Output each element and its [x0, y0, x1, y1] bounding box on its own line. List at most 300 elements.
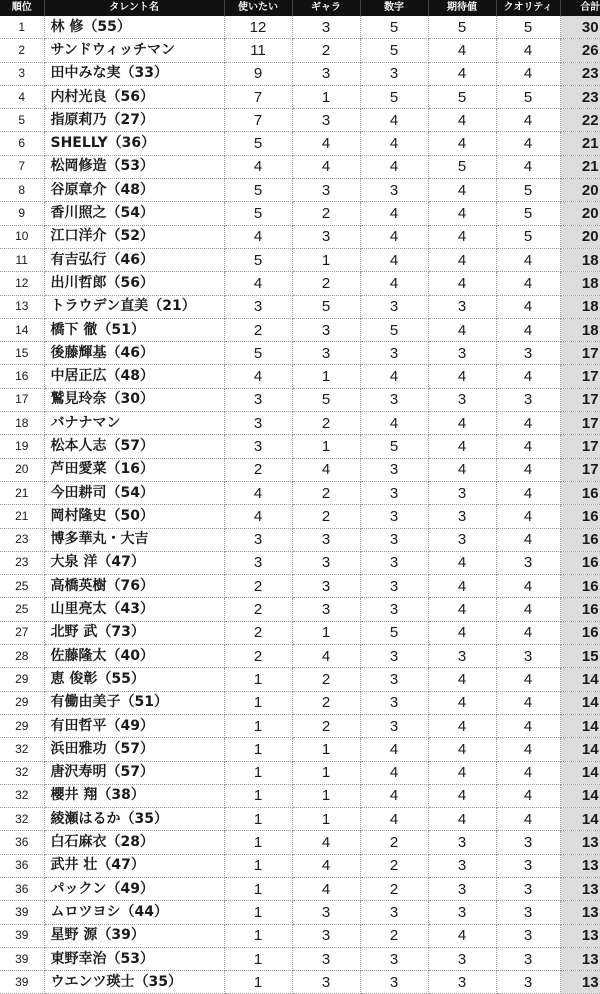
cell-want-to-use: 1	[224, 971, 292, 994]
cell-talent-name: 大泉 洋（47）	[44, 551, 224, 574]
cell-fee: 4	[292, 645, 360, 668]
cell-quality: 4	[496, 435, 560, 458]
cell-talent-name: 唐沢寿明（57）	[44, 761, 224, 784]
table-row	[0, 738, 600, 761]
cell-fee: 3	[292, 947, 360, 970]
cell-talent-name: サンドウィッチマン	[44, 39, 224, 62]
cell-rank: 13	[0, 295, 44, 318]
cell-total: 20	[560, 179, 600, 202]
cell-want-to-use: 1	[224, 691, 292, 714]
cell-total: 16	[560, 575, 600, 598]
cell-fee: 2	[292, 691, 360, 714]
cell-want-to-use: 5	[224, 132, 292, 155]
cell-want-to-use: 4	[224, 481, 292, 504]
table-row	[0, 481, 600, 504]
cell-total: 14	[560, 808, 600, 831]
cell-numbers: 4	[360, 109, 428, 132]
cell-quality: 4	[496, 318, 560, 341]
cell-rank: 2	[0, 39, 44, 62]
cell-expectation: 3	[428, 971, 496, 994]
table-row	[0, 132, 600, 155]
table-row	[0, 365, 600, 388]
cell-rank: 9	[0, 202, 44, 225]
cell-expectation: 4	[428, 714, 496, 737]
cell-expectation: 3	[428, 481, 496, 504]
cell-fee: 1	[292, 738, 360, 761]
cell-total: 22	[560, 109, 600, 132]
cell-talent-name: 佐藤隆太（40）	[44, 645, 224, 668]
cell-expectation: 4	[428, 179, 496, 202]
cell-rank: 15	[0, 342, 44, 365]
cell-want-to-use: 3	[224, 295, 292, 318]
cell-expectation: 4	[428, 132, 496, 155]
cell-quality: 4	[496, 132, 560, 155]
cell-expectation: 3	[428, 831, 496, 854]
cell-talent-name: トラウデン直美（21）	[44, 295, 224, 318]
cell-want-to-use: 1	[224, 668, 292, 691]
cell-want-to-use: 5	[224, 342, 292, 365]
cell-quality: 4	[496, 575, 560, 598]
cell-want-to-use: 2	[224, 621, 292, 644]
cell-expectation: 3	[428, 854, 496, 877]
cell-fee: 1	[292, 761, 360, 784]
cell-talent-name: 浜田雅功（57）	[44, 738, 224, 761]
cell-total: 26	[560, 39, 600, 62]
cell-talent-name: 櫻井 翔（38）	[44, 784, 224, 807]
cell-talent-name: 恵 俊彰（55）	[44, 668, 224, 691]
cell-expectation: 4	[428, 435, 496, 458]
cell-want-to-use: 4	[224, 155, 292, 178]
cell-rank: 29	[0, 668, 44, 691]
cell-talent-name: 指原莉乃（27）	[44, 109, 224, 132]
cell-expectation: 4	[428, 248, 496, 271]
table-row	[0, 761, 600, 784]
cell-numbers: 3	[360, 458, 428, 481]
cell-rank: 17	[0, 388, 44, 411]
cell-want-to-use: 3	[224, 528, 292, 551]
cell-want-to-use: 1	[224, 761, 292, 784]
table-row	[0, 877, 600, 900]
cell-quality: 4	[496, 412, 560, 435]
cell-want-to-use: 4	[224, 505, 292, 528]
cell-quality: 4	[496, 691, 560, 714]
cell-rank: 36	[0, 854, 44, 877]
cell-quality: 4	[496, 761, 560, 784]
cell-quality: 3	[496, 388, 560, 411]
cell-total: 20	[560, 225, 600, 248]
cell-talent-name: 後藤輝基（46）	[44, 342, 224, 365]
cell-quality: 5	[496, 202, 560, 225]
cell-total: 16	[560, 551, 600, 574]
header-numbers: 数字	[360, 0, 428, 16]
header-expectation: 期待値	[428, 0, 496, 16]
cell-expectation: 4	[428, 39, 496, 62]
cell-total: 17	[560, 388, 600, 411]
cell-numbers: 5	[360, 39, 428, 62]
cell-expectation: 4	[428, 598, 496, 621]
cell-numbers: 3	[360, 505, 428, 528]
cell-rank: 28	[0, 645, 44, 668]
cell-talent-name: 松岡修造（53）	[44, 155, 224, 178]
cell-want-to-use: 1	[224, 784, 292, 807]
cell-talent-name: 北野 武（73）	[44, 621, 224, 644]
cell-total: 14	[560, 738, 600, 761]
cell-rank: 18	[0, 412, 44, 435]
cell-want-to-use: 3	[224, 551, 292, 574]
cell-quality: 5	[496, 16, 560, 39]
cell-talent-name: 東野幸治（53）	[44, 947, 224, 970]
table-row	[0, 225, 600, 248]
table-row	[0, 808, 600, 831]
table-row	[0, 784, 600, 807]
cell-want-to-use: 5	[224, 179, 292, 202]
cell-expectation: 3	[428, 877, 496, 900]
cell-rank: 14	[0, 318, 44, 341]
table-header	[0, 0, 600, 16]
table-row	[0, 388, 600, 411]
cell-rank: 23	[0, 528, 44, 551]
cell-want-to-use: 4	[224, 225, 292, 248]
cell-total: 18	[560, 295, 600, 318]
cell-numbers: 4	[360, 412, 428, 435]
cell-quality: 5	[496, 85, 560, 108]
cell-fee: 2	[292, 412, 360, 435]
cell-fee: 1	[292, 248, 360, 271]
cell-expectation: 4	[428, 621, 496, 644]
cell-quality: 3	[496, 877, 560, 900]
cell-expectation: 3	[428, 505, 496, 528]
cell-want-to-use: 4	[224, 272, 292, 295]
cell-talent-name: 鷲見玲奈（30）	[44, 388, 224, 411]
cell-total: 14	[560, 668, 600, 691]
cell-quality: 3	[496, 831, 560, 854]
cell-rank: 32	[0, 808, 44, 831]
table-row	[0, 528, 600, 551]
cell-fee: 4	[292, 831, 360, 854]
cell-expectation: 4	[428, 668, 496, 691]
cell-talent-name: 白石麻衣（28）	[44, 831, 224, 854]
header-fee: ギャラ	[292, 0, 360, 16]
cell-numbers: 3	[360, 295, 428, 318]
table-row	[0, 505, 600, 528]
cell-total: 17	[560, 342, 600, 365]
table-row	[0, 714, 600, 737]
cell-numbers: 3	[360, 947, 428, 970]
cell-quality: 4	[496, 808, 560, 831]
table-row	[0, 645, 600, 668]
cell-rank: 12	[0, 272, 44, 295]
cell-expectation: 3	[428, 901, 496, 924]
cell-total: 21	[560, 155, 600, 178]
cell-rank: 8	[0, 179, 44, 202]
table-row	[0, 62, 600, 85]
cell-talent-name: 出川哲郎（56）	[44, 272, 224, 295]
cell-quality: 4	[496, 248, 560, 271]
cell-total: 20	[560, 202, 600, 225]
cell-total: 18	[560, 272, 600, 295]
cell-want-to-use: 2	[224, 575, 292, 598]
cell-rank: 39	[0, 901, 44, 924]
cell-fee: 1	[292, 435, 360, 458]
cell-talent-name: 武井 壮（47）	[44, 854, 224, 877]
cell-fee: 3	[292, 342, 360, 365]
cell-rank: 6	[0, 132, 44, 155]
cell-talent-name: 岡村隆史（50）	[44, 505, 224, 528]
cell-rank: 4	[0, 85, 44, 108]
cell-total: 13	[560, 947, 600, 970]
cell-rank: 23	[0, 551, 44, 574]
cell-numbers: 4	[360, 808, 428, 831]
table-row	[0, 621, 600, 644]
cell-total: 17	[560, 458, 600, 481]
cell-want-to-use: 1	[224, 714, 292, 737]
cell-numbers: 4	[360, 761, 428, 784]
cell-quality: 4	[496, 738, 560, 761]
cell-total: 17	[560, 365, 600, 388]
cell-total: 18	[560, 248, 600, 271]
cell-expectation: 4	[428, 784, 496, 807]
cell-want-to-use: 9	[224, 62, 292, 85]
cell-fee: 4	[292, 155, 360, 178]
cell-expectation: 5	[428, 155, 496, 178]
cell-fee: 3	[292, 901, 360, 924]
cell-talent-name: 綾瀬はるか（35）	[44, 808, 224, 831]
cell-fee: 2	[292, 714, 360, 737]
cell-fee: 3	[292, 971, 360, 994]
table-row	[0, 179, 600, 202]
cell-fee: 3	[292, 318, 360, 341]
cell-expectation: 3	[428, 342, 496, 365]
cell-fee: 3	[292, 16, 360, 39]
cell-numbers: 5	[360, 621, 428, 644]
cell-numbers: 3	[360, 388, 428, 411]
cell-fee: 2	[292, 39, 360, 62]
cell-want-to-use: 4	[224, 365, 292, 388]
cell-talent-name: 松本人志（57）	[44, 435, 224, 458]
cell-quality: 3	[496, 971, 560, 994]
cell-fee: 3	[292, 575, 360, 598]
cell-want-to-use: 2	[224, 458, 292, 481]
cell-total: 30	[560, 16, 600, 39]
cell-fee: 1	[292, 85, 360, 108]
cell-total: 16	[560, 528, 600, 551]
cell-fee: 3	[292, 179, 360, 202]
cell-quality: 3	[496, 924, 560, 947]
cell-numbers: 3	[360, 668, 428, 691]
header-rank: 順位	[0, 0, 44, 16]
cell-fee: 3	[292, 551, 360, 574]
cell-fee: 1	[292, 365, 360, 388]
table-body	[0, 16, 600, 994]
cell-rank: 36	[0, 831, 44, 854]
cell-numbers: 3	[360, 598, 428, 621]
table-row	[0, 947, 600, 970]
cell-talent-name: 博多華丸・大吉	[44, 528, 224, 551]
cell-expectation: 4	[428, 924, 496, 947]
cell-total: 13	[560, 971, 600, 994]
cell-want-to-use: 5	[224, 248, 292, 271]
table-row	[0, 342, 600, 365]
cell-quality: 4	[496, 39, 560, 62]
header-talent-name: タレント名	[44, 0, 224, 16]
cell-want-to-use: 1	[224, 738, 292, 761]
cell-total: 17	[560, 412, 600, 435]
cell-numbers: 5	[360, 318, 428, 341]
cell-total: 23	[560, 62, 600, 85]
table-row	[0, 691, 600, 714]
table-row	[0, 551, 600, 574]
cell-quality: 4	[496, 505, 560, 528]
cell-quality: 5	[496, 225, 560, 248]
table-row	[0, 109, 600, 132]
cell-total: 14	[560, 761, 600, 784]
cell-numbers: 3	[360, 645, 428, 668]
cell-talent-name: 内村光良（56）	[44, 85, 224, 108]
cell-want-to-use: 1	[224, 831, 292, 854]
cell-rank: 39	[0, 947, 44, 970]
cell-quality: 4	[496, 481, 560, 504]
cell-quality: 4	[496, 62, 560, 85]
table-row	[0, 831, 600, 854]
cell-talent-name: 谷原章介（48）	[44, 179, 224, 202]
cell-rank: 29	[0, 691, 44, 714]
cell-quality: 4	[496, 458, 560, 481]
cell-numbers: 5	[360, 435, 428, 458]
cell-rank: 10	[0, 225, 44, 248]
header-row	[0, 0, 600, 16]
cell-expectation: 4	[428, 202, 496, 225]
cell-talent-name: 有働由美子（51）	[44, 691, 224, 714]
cell-numbers: 3	[360, 481, 428, 504]
cell-fee: 2	[292, 505, 360, 528]
cell-talent-name: バナナマン	[44, 412, 224, 435]
table-row	[0, 412, 600, 435]
cell-rank: 32	[0, 784, 44, 807]
cell-want-to-use: 3	[224, 412, 292, 435]
cell-fee: 3	[292, 924, 360, 947]
cell-want-to-use: 7	[224, 109, 292, 132]
header-want-to-use: 使いたい	[224, 0, 292, 16]
cell-rank: 21	[0, 505, 44, 528]
cell-fee: 2	[292, 481, 360, 504]
cell-numbers: 3	[360, 971, 428, 994]
cell-rank: 32	[0, 761, 44, 784]
table-row	[0, 202, 600, 225]
cell-talent-name: 有田哲平（49）	[44, 714, 224, 737]
cell-expectation: 3	[428, 528, 496, 551]
table-row	[0, 295, 600, 318]
cell-numbers: 5	[360, 85, 428, 108]
cell-fee: 5	[292, 295, 360, 318]
cell-talent-name: 今田耕司（54）	[44, 481, 224, 504]
cell-total: 15	[560, 645, 600, 668]
cell-total: 13	[560, 877, 600, 900]
cell-total: 21	[560, 132, 600, 155]
cell-fee: 1	[292, 621, 360, 644]
cell-expectation: 3	[428, 388, 496, 411]
cell-talent-name: 田中みな実（33）	[44, 62, 224, 85]
table-row	[0, 854, 600, 877]
cell-talent-name: 山里亮太（43）	[44, 598, 224, 621]
cell-expectation: 4	[428, 318, 496, 341]
cell-numbers: 2	[360, 924, 428, 947]
cell-quality: 3	[496, 901, 560, 924]
cell-want-to-use: 11	[224, 39, 292, 62]
cell-rank: 20	[0, 458, 44, 481]
cell-fee: 3	[292, 528, 360, 551]
cell-quality: 3	[496, 854, 560, 877]
cell-talent-name: ウエンツ瑛士（35）	[44, 971, 224, 994]
cell-fee: 1	[292, 784, 360, 807]
table-row	[0, 318, 600, 341]
cell-total: 16	[560, 621, 600, 644]
cell-rank: 5	[0, 109, 44, 132]
cell-expectation: 4	[428, 109, 496, 132]
cell-rank: 25	[0, 575, 44, 598]
cell-numbers: 4	[360, 738, 428, 761]
cell-talent-name: ムロツヨシ（44）	[44, 901, 224, 924]
cell-rank: 25	[0, 598, 44, 621]
cell-total: 13	[560, 924, 600, 947]
cell-fee: 4	[292, 458, 360, 481]
cell-want-to-use: 12	[224, 16, 292, 39]
cell-want-to-use: 1	[224, 924, 292, 947]
cell-numbers: 3	[360, 575, 428, 598]
table-row	[0, 901, 600, 924]
cell-rank: 39	[0, 971, 44, 994]
cell-total: 16	[560, 598, 600, 621]
cell-quality: 4	[496, 365, 560, 388]
cell-total: 13	[560, 901, 600, 924]
cell-numbers: 4	[360, 132, 428, 155]
header-total: 合計	[560, 0, 600, 16]
cell-quality: 3	[496, 342, 560, 365]
cell-numbers: 4	[360, 272, 428, 295]
cell-fee: 2	[292, 272, 360, 295]
cell-want-to-use: 1	[224, 901, 292, 924]
cell-talent-name: SHELLY（36）	[44, 132, 224, 155]
cell-want-to-use: 2	[224, 318, 292, 341]
cell-fee: 4	[292, 877, 360, 900]
cell-quality: 4	[496, 784, 560, 807]
cell-numbers: 2	[360, 854, 428, 877]
table-row	[0, 272, 600, 295]
cell-expectation: 4	[428, 225, 496, 248]
cell-numbers: 2	[360, 877, 428, 900]
cell-fee: 3	[292, 62, 360, 85]
cell-expectation: 5	[428, 85, 496, 108]
cell-total: 18	[560, 318, 600, 341]
cell-expectation: 4	[428, 738, 496, 761]
cell-talent-name: 中居正広（48）	[44, 365, 224, 388]
cell-expectation: 3	[428, 295, 496, 318]
table-row	[0, 39, 600, 62]
cell-talent-name: パックン（49）	[44, 877, 224, 900]
cell-fee: 5	[292, 388, 360, 411]
cell-quality: 4	[496, 528, 560, 551]
cell-total: 14	[560, 714, 600, 737]
cell-talent-name: 高橋英樹（76）	[44, 575, 224, 598]
cell-numbers: 3	[360, 551, 428, 574]
table-row	[0, 458, 600, 481]
cell-expectation: 3	[428, 947, 496, 970]
cell-numbers: 3	[360, 179, 428, 202]
cell-quality: 4	[496, 598, 560, 621]
cell-numbers: 2	[360, 831, 428, 854]
cell-total: 17	[560, 435, 600, 458]
table-row	[0, 435, 600, 458]
cell-expectation: 4	[428, 365, 496, 388]
